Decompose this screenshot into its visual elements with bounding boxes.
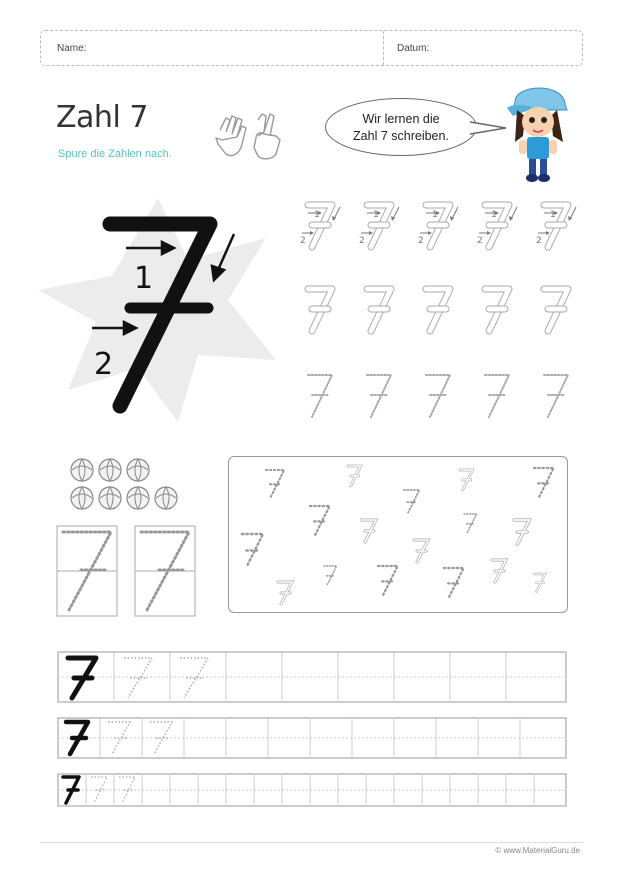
- svg-text:1: 1: [432, 210, 438, 220]
- ball-icon: [71, 459, 93, 481]
- guided-row: [302, 205, 576, 247]
- scattered-sevens: [228, 456, 568, 613]
- ball-icon: [155, 487, 177, 509]
- name-label: Name:: [57, 43, 87, 54]
- speech-line-1: Wir lernen die: [362, 112, 440, 126]
- writing-row-3: [58, 774, 566, 806]
- stroke-number-2: 2: [94, 347, 114, 382]
- divider: [383, 31, 384, 65]
- ball-icon: [127, 487, 149, 509]
- small-stroke-2: 2: [300, 236, 306, 246]
- svg-text:2: 2: [536, 236, 542, 246]
- dotted-boxes: [55, 524, 205, 618]
- bubble-tail: [470, 118, 510, 142]
- stroke-number-1: 1: [134, 261, 154, 296]
- ball-icon: [99, 487, 121, 509]
- dotted-row: [308, 375, 568, 417]
- hands-icon: [212, 110, 288, 166]
- date-label: Datum:: [397, 43, 430, 54]
- ball-icon: [127, 459, 149, 481]
- footer-copyright: © www.MaterialGuru.de: [495, 846, 580, 855]
- svg-text:2: 2: [477, 236, 483, 246]
- svg-text:1: 1: [373, 210, 379, 220]
- girl-illustration: [505, 80, 573, 184]
- writing-rows: [56, 650, 568, 810]
- svg-text:1: 1: [550, 210, 556, 220]
- ball-icon: [99, 459, 121, 481]
- speech-line-2: Zahl 7 schreiben.: [353, 129, 449, 143]
- svg-text:2: 2: [418, 236, 424, 246]
- writing-row-2: [58, 718, 566, 758]
- footer-divider: [40, 842, 583, 843]
- speech-bubble: [325, 98, 477, 156]
- hollow-row: [308, 289, 568, 331]
- svg-text:2: 2: [359, 236, 365, 246]
- tracing-grid: [294, 195, 584, 435]
- subtitle: Spure die Zahlen nach.: [58, 148, 172, 160]
- page-title: Zahl 7: [56, 100, 148, 135]
- svg-text:1: 1: [491, 210, 497, 220]
- ball-icon: [71, 487, 93, 509]
- big-digit-area: [38, 190, 288, 430]
- small-stroke-1: 1: [314, 210, 320, 220]
- name-date-box: [40, 30, 583, 66]
- balls-group: [68, 456, 188, 514]
- writing-row-1: [58, 652, 566, 702]
